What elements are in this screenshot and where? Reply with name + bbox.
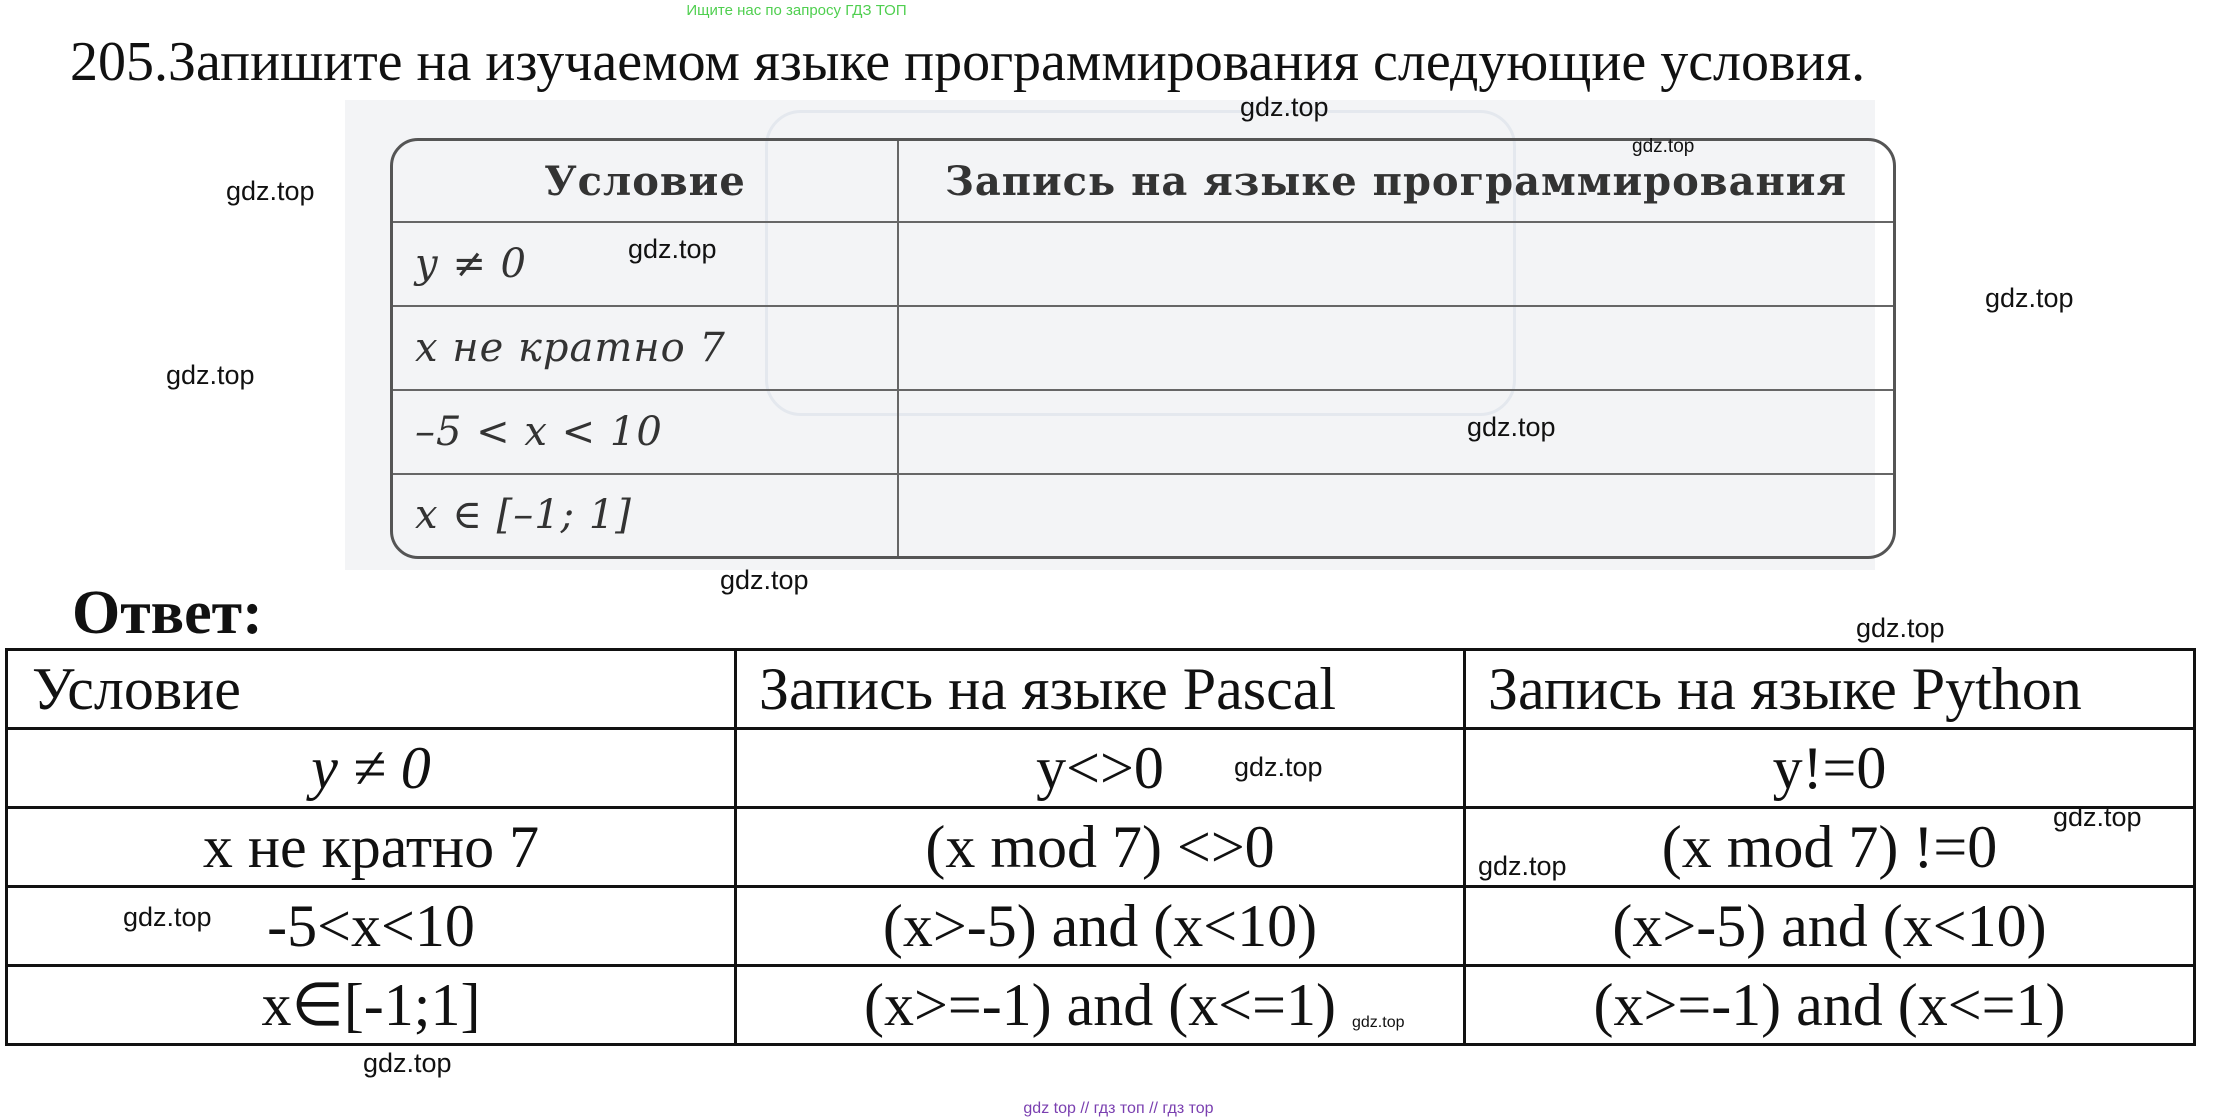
answer-pascal-cell: y<>0 bbox=[736, 729, 1465, 808]
answer-python-cell: (x mod 7) !=0 bbox=[1465, 808, 2195, 887]
scan-empty-cell bbox=[898, 222, 1893, 306]
task-title: 205.Запишите на изучаемом языке программирования следующие условия. bbox=[70, 31, 1866, 93]
scan-condition-cell: x ∈ [–1; 1] bbox=[393, 474, 898, 556]
watermark: gdz.top bbox=[1240, 92, 1329, 122]
scanned-condition-table bbox=[390, 138, 1896, 559]
watermark: gdz.top bbox=[123, 902, 212, 932]
answer-condition-cell: x∈[-1;1] bbox=[7, 966, 736, 1045]
answer-row bbox=[7, 887, 2195, 966]
answer-row bbox=[7, 729, 2195, 808]
scan-condition-cell: –5 < x < 10 bbox=[393, 390, 898, 474]
answer-header-pascal: Запись на языке Pascal bbox=[736, 650, 1465, 729]
watermark: gdz.top bbox=[1632, 136, 1695, 157]
watermark: gdz.top bbox=[226, 176, 315, 206]
answer-header-row bbox=[7, 650, 2195, 729]
answer-python-cell: (x>-5) and (x<10) bbox=[1465, 887, 2195, 966]
scan-row bbox=[393, 222, 1893, 306]
scan-empty-cell bbox=[898, 306, 1893, 390]
scan-empty-cell bbox=[898, 474, 1893, 556]
answer-pascal-cell: (x mod 7) <>0 bbox=[736, 808, 1465, 887]
watermark: gdz.top bbox=[1234, 752, 1323, 782]
watermark: gdz.top bbox=[1467, 412, 1556, 442]
answer-pascal-cell: (x>-5) and (x<10) bbox=[736, 887, 1465, 966]
answer-header-condition: Условие bbox=[7, 650, 736, 729]
scan-row bbox=[393, 474, 1893, 556]
watermark: gdz.top bbox=[1352, 1014, 1405, 1031]
watermark: gdz.top bbox=[1985, 283, 2074, 313]
answer-python-cell: y!=0 bbox=[1465, 729, 2195, 808]
watermark: gdz.top bbox=[1478, 851, 1567, 881]
watermark: gdz.top bbox=[2053, 802, 2142, 832]
scan-condition-cell: x не кратно 7 bbox=[393, 306, 898, 390]
scan-empty-cell bbox=[898, 390, 1893, 474]
watermark: gdz.top bbox=[1856, 613, 1945, 643]
answer-pascal-cell: (x>=-1) and (x<=1) bbox=[736, 966, 1465, 1045]
answer-row bbox=[7, 966, 2195, 1045]
scan-header-condition: Условие bbox=[393, 141, 898, 222]
watermark: gdz.top bbox=[628, 234, 717, 264]
answer-python-cell: (x>=-1) and (x<=1) bbox=[1465, 966, 2195, 1045]
top-banner: Ищите нас по запросу ГДЗ ТОП bbox=[686, 2, 907, 19]
scan-condition-cell: y ≠ 0 bbox=[393, 222, 898, 306]
watermark: gdz.top bbox=[720, 565, 809, 595]
footer-watermark: gdz top // гдз топ // гдз тор bbox=[1023, 1100, 1214, 1117]
answer-row bbox=[7, 808, 2195, 887]
scan-row bbox=[393, 306, 1893, 390]
answer-label: Ответ: bbox=[72, 579, 263, 647]
answer-condition-cell: -5<x<10 bbox=[7, 887, 736, 966]
answer-table bbox=[5, 648, 2196, 1046]
scan-row bbox=[393, 390, 1893, 474]
answer-condition-cell: x не кратно 7 bbox=[7, 808, 736, 887]
answer-header-python: Запись на языке Python bbox=[1465, 650, 2195, 729]
watermark: gdz.top bbox=[166, 360, 255, 390]
answer-condition-cell: y ≠ 0 bbox=[7, 729, 736, 808]
scan-header-record: Запись на языке программирования bbox=[898, 141, 1893, 222]
watermark: gdz.top bbox=[363, 1048, 452, 1078]
